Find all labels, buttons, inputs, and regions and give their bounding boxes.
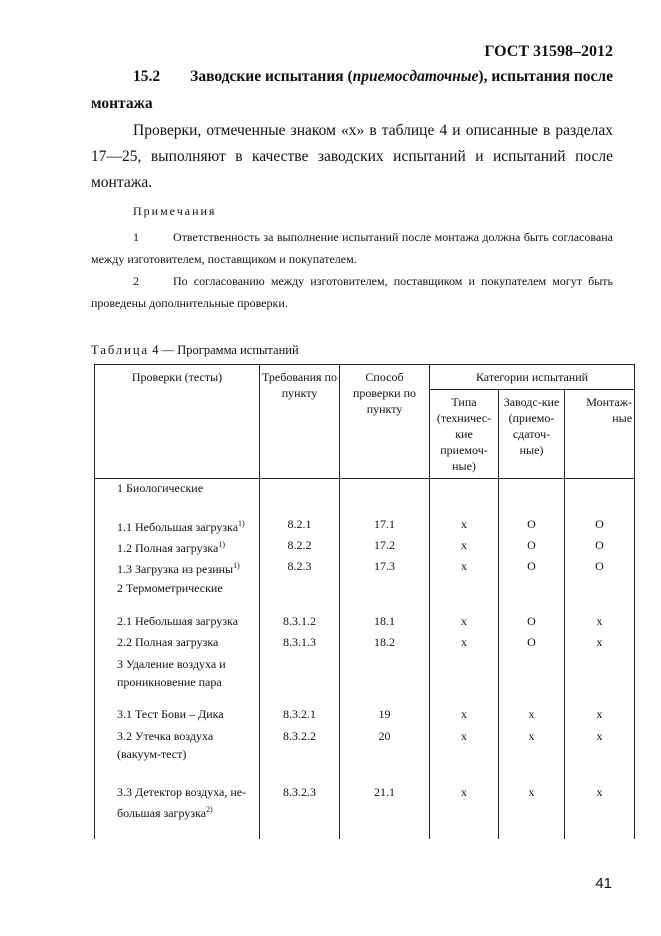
section-title-main: Заводские испытания (приемосдаточные), испытания после [190, 68, 613, 85]
cell-install: О [565, 557, 635, 579]
col-header-requirements: Требования по пункту [260, 365, 340, 479]
cell-type: х [430, 633, 499, 655]
cell-install: х [565, 633, 635, 655]
section-number: 15.2 [133, 68, 161, 85]
test-program-table [94, 364, 635, 839]
cell-install: х [565, 612, 635, 633]
row-name: 3 Удаление воздуха и проникновение пара [95, 655, 260, 705]
cell-method: 17.3 [340, 557, 430, 579]
cell-factory [499, 655, 565, 705]
table-row [95, 633, 635, 655]
note-text: По согласованию между изготовителем, поставщиком и покупателем могут быть проведены дополнительные проверки. [91, 274, 613, 310]
cell-type [430, 655, 499, 705]
row-name: 1.3 Загрузка из резины$^{1)}$ [95, 557, 260, 579]
cell-type: х [430, 783, 499, 839]
cell-req: 8.2.3 [260, 557, 340, 579]
table-row [95, 655, 635, 705]
cell-factory [499, 579, 565, 612]
body-paragraph: Проверки, отмеченные знаком «х» в таблице 4 и описанные в разделах 17—25, выполняют в качестве заводских испытаний и испытаний после монтажа. [91, 122, 613, 191]
cell-type: х [430, 705, 499, 727]
table-caption [91, 343, 299, 358]
cell-install: О [565, 536, 635, 557]
row-name: 3.3 Детектор воздуха, не-большая загрузка$^{2)}$ [95, 783, 260, 839]
cell-type: х [430, 515, 499, 536]
cell-factory: х [499, 783, 565, 839]
row-name: 3.1 Тест Бови – Дика [95, 705, 260, 727]
table-row [95, 783, 635, 839]
row-name: 1.1 Небольшая загрузка$^{1)}$ [95, 515, 260, 536]
cell-method: 17.2 [340, 536, 430, 557]
section-title [91, 63, 613, 117]
cell-method [340, 655, 430, 705]
note-number: 1 [133, 230, 139, 244]
notes-heading: Примечания [133, 204, 217, 218]
row-name: 2.1 Небольшая загрузка [95, 612, 260, 633]
row-name: 1 Биологические [95, 479, 260, 515]
cell-factory: х [499, 705, 565, 727]
cell-factory: О [499, 515, 565, 536]
cell-type [430, 479, 499, 515]
cell-req: 8.3.1.3 [260, 633, 340, 655]
note-text: Ответственность за выполнение испытаний после монтажа должна быть согласована между изготовителем, поставщиком и покупателем. [91, 230, 613, 266]
cell-install: х [565, 727, 635, 783]
cell-factory: О [499, 633, 565, 655]
table-row [95, 536, 635, 557]
section-title-line2: монтажа [91, 95, 153, 112]
cell-method: 18.2 [340, 633, 430, 655]
cell-req: 8.2.1 [260, 515, 340, 536]
note-item-1 [91, 226, 613, 270]
cell-type: х [430, 612, 499, 633]
table-header-row [95, 365, 635, 390]
table-row [95, 479, 635, 515]
cell-req: 8.3.2.3 [260, 783, 340, 839]
col-header-categories: Категории испытаний [430, 365, 635, 390]
col-header-type: Типа (техничес-кие приемоч-ные) [430, 390, 499, 479]
cell-type: х [430, 557, 499, 579]
table-caption-word: Таблица [91, 343, 150, 357]
cell-type: х [430, 536, 499, 557]
col-header-checks: Проверки (тесты) [95, 365, 260, 479]
cell-factory: О [499, 557, 565, 579]
cell-install: х [565, 783, 635, 839]
cell-method: 17.1 [340, 515, 430, 536]
cell-method [340, 579, 430, 612]
cell-type [430, 579, 499, 612]
cell-factory: О [499, 612, 565, 633]
cell-method: 21.1 [340, 783, 430, 839]
row-name: 1.2 Полная загрузка$^{1)}$ [95, 536, 260, 557]
table-row [95, 557, 635, 579]
cell-method: 18.1 [340, 612, 430, 633]
note-number: 2 [133, 274, 139, 288]
table-row [95, 727, 635, 783]
cell-install: х [565, 705, 635, 727]
cell-install: О [565, 515, 635, 536]
cell-install [565, 579, 635, 612]
cell-req: 8.3.2.2 [260, 727, 340, 783]
table-row [95, 579, 635, 612]
cell-req: 8.2.2 [260, 536, 340, 557]
table-row [95, 612, 635, 633]
page-number: 41 [595, 875, 612, 892]
col-header-method: Способ проверки по пункту [340, 365, 430, 479]
row-name: 3.2 Утечка воздуха (вакуум-тест) [95, 727, 260, 783]
cell-req [260, 655, 340, 705]
table-row [95, 515, 635, 536]
document-header: ГОСТ 31598–2012 [484, 43, 613, 60]
cell-factory [499, 479, 565, 515]
cell-install [565, 655, 635, 705]
cell-method [340, 479, 430, 515]
section-title-line1 [91, 63, 613, 90]
cell-req: 8.3.1.2 [260, 612, 340, 633]
row-name: 2 Термометрические [95, 579, 260, 612]
table-caption-text: 4 — Программа испытаний [152, 343, 299, 357]
cell-req: 8.3.2.1 [260, 705, 340, 727]
col-header-install: Монтаж-ные [565, 390, 635, 479]
cell-factory: О [499, 536, 565, 557]
cell-req [260, 579, 340, 612]
cell-factory: х [499, 727, 565, 783]
col-header-factory: Заводс-кие (приемо-сдаточ-ные) [499, 390, 565, 479]
cell-type: х [430, 727, 499, 783]
cell-install [565, 479, 635, 515]
cell-method: 19 [340, 705, 430, 727]
cell-req [260, 479, 340, 515]
cell-method: 20 [340, 727, 430, 783]
note-item-2 [91, 270, 613, 314]
row-name: 2.2 Полная загрузка [95, 633, 260, 655]
table-row [95, 705, 635, 727]
